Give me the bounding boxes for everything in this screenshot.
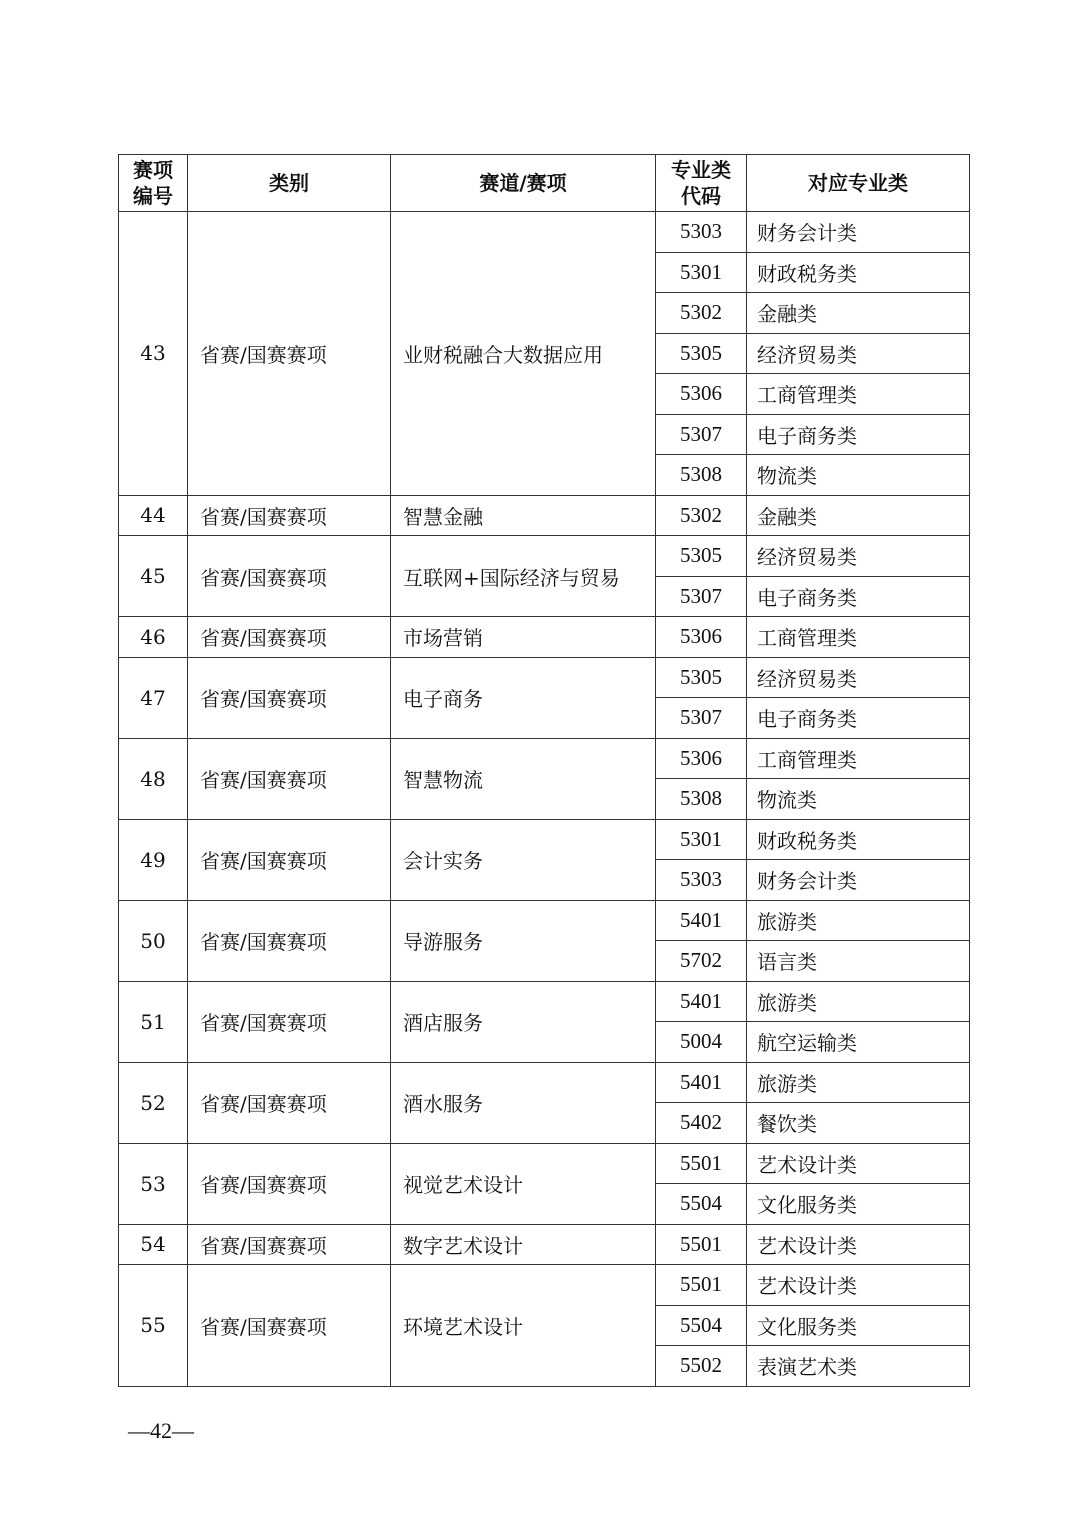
major-name: 语言类 bbox=[747, 941, 970, 982]
table-row bbox=[119, 1143, 970, 1184]
competition-category: 省赛/国赛赛项 bbox=[188, 1143, 391, 1224]
major-name: 艺术设计类 bbox=[747, 1143, 970, 1184]
competition-category: 省赛/国赛赛项 bbox=[188, 1062, 391, 1143]
competition-category: 省赛/国赛赛项 bbox=[188, 617, 391, 658]
competition-category: 省赛/国赛赛项 bbox=[188, 819, 391, 900]
major-name: 文化服务类 bbox=[747, 1184, 970, 1225]
major-code: 5306 bbox=[656, 738, 747, 779]
major-code: 5307 bbox=[656, 414, 747, 455]
competition-category: 省赛/国赛赛项 bbox=[188, 657, 391, 738]
competition-number: 44 bbox=[119, 495, 188, 536]
header-competition-number: 赛项 编号 bbox=[119, 155, 188, 212]
page-number: —42— bbox=[128, 1418, 194, 1443]
major-name: 电子商务类 bbox=[747, 698, 970, 739]
header-row bbox=[119, 155, 970, 212]
major-name: 金融类 bbox=[747, 495, 970, 536]
major-code: 5308 bbox=[656, 779, 747, 820]
major-code: 5307 bbox=[656, 576, 747, 617]
competition-category: 省赛/国赛赛项 bbox=[188, 900, 391, 981]
major-name: 艺术设计类 bbox=[747, 1265, 970, 1306]
competition-number: 43 bbox=[119, 212, 188, 496]
table-row bbox=[119, 1224, 970, 1265]
competition-track: 数字艺术设计 bbox=[391, 1224, 656, 1265]
table-row bbox=[119, 1062, 970, 1103]
competition-track: 智慧金融 bbox=[391, 495, 656, 536]
table-row bbox=[119, 738, 970, 779]
competition-track: 业财税融合大数据应用 bbox=[391, 212, 656, 496]
competition-category: 省赛/国赛赛项 bbox=[188, 738, 391, 819]
competition-track: 电子商务 bbox=[391, 657, 656, 738]
table-row bbox=[119, 900, 970, 941]
competition-number: 45 bbox=[119, 536, 188, 617]
competition-track: 互联网+国际经济与贸易 bbox=[391, 536, 656, 617]
competition-number: 50 bbox=[119, 900, 188, 981]
major-name: 财务会计类 bbox=[747, 212, 970, 253]
major-name: 工商管理类 bbox=[747, 617, 970, 658]
major-code: 5504 bbox=[656, 1184, 747, 1225]
major-name: 艺术设计类 bbox=[747, 1224, 970, 1265]
table-row bbox=[119, 1265, 970, 1306]
major-name: 旅游类 bbox=[747, 981, 970, 1022]
table-header bbox=[119, 155, 970, 212]
major-code: 5303 bbox=[656, 860, 747, 901]
competition-number: 46 bbox=[119, 617, 188, 658]
major-code: 5306 bbox=[656, 617, 747, 658]
competition-number: 48 bbox=[119, 738, 188, 819]
major-code: 5305 bbox=[656, 333, 747, 374]
major-code: 5305 bbox=[656, 536, 747, 577]
table-row bbox=[119, 981, 970, 1022]
major-name: 财政税务类 bbox=[747, 819, 970, 860]
major-code: 5303 bbox=[656, 212, 747, 253]
major-code: 5004 bbox=[656, 1022, 747, 1063]
major-code: 5305 bbox=[656, 657, 747, 698]
competition-category: 省赛/国赛赛项 bbox=[188, 536, 391, 617]
competition-track: 酒水服务 bbox=[391, 1062, 656, 1143]
competition-category: 省赛/国赛赛项 bbox=[188, 981, 391, 1062]
table-row bbox=[119, 617, 970, 658]
major-code: 5502 bbox=[656, 1346, 747, 1387]
table-row bbox=[119, 536, 970, 577]
header-major-code: 专业类 代码 bbox=[656, 155, 747, 212]
competition-track: 智慧物流 bbox=[391, 738, 656, 819]
table-body bbox=[119, 212, 970, 1387]
major-code: 5402 bbox=[656, 1103, 747, 1144]
major-code: 5301 bbox=[656, 819, 747, 860]
competition-category: 省赛/国赛赛项 bbox=[188, 212, 391, 496]
major-name: 餐饮类 bbox=[747, 1103, 970, 1144]
competition-category: 省赛/国赛赛项 bbox=[188, 1224, 391, 1265]
major-code: 5401 bbox=[656, 1062, 747, 1103]
major-name: 金融类 bbox=[747, 293, 970, 334]
table-row bbox=[119, 819, 970, 860]
major-name: 经济贸易类 bbox=[747, 657, 970, 698]
table-row bbox=[119, 212, 970, 253]
major-code: 5501 bbox=[656, 1143, 747, 1184]
major-code: 5301 bbox=[656, 252, 747, 293]
header-category: 类别 bbox=[188, 155, 391, 212]
major-name: 旅游类 bbox=[747, 1062, 970, 1103]
major-code: 5302 bbox=[656, 293, 747, 334]
major-name: 财政税务类 bbox=[747, 252, 970, 293]
major-code: 5401 bbox=[656, 900, 747, 941]
table-row bbox=[119, 657, 970, 698]
major-name: 航空运输类 bbox=[747, 1022, 970, 1063]
competition-number: 49 bbox=[119, 819, 188, 900]
competition-number: 51 bbox=[119, 981, 188, 1062]
competition-category: 省赛/国赛赛项 bbox=[188, 495, 391, 536]
competition-category: 省赛/国赛赛项 bbox=[188, 1265, 391, 1387]
major-code: 5302 bbox=[656, 495, 747, 536]
major-name: 经济贸易类 bbox=[747, 333, 970, 374]
major-name: 经济贸易类 bbox=[747, 536, 970, 577]
competition-number: 55 bbox=[119, 1265, 188, 1387]
major-code: 5501 bbox=[656, 1265, 747, 1306]
competition-number: 47 bbox=[119, 657, 188, 738]
competition-table bbox=[118, 154, 970, 1387]
major-name: 电子商务类 bbox=[747, 414, 970, 455]
major-code: 5308 bbox=[656, 455, 747, 496]
competition-number: 54 bbox=[119, 1224, 188, 1265]
competition-track: 酒店服务 bbox=[391, 981, 656, 1062]
competition-track: 视觉艺术设计 bbox=[391, 1143, 656, 1224]
major-name: 物流类 bbox=[747, 455, 970, 496]
header-major-name: 对应专业类 bbox=[747, 155, 970, 212]
major-code: 5702 bbox=[656, 941, 747, 982]
major-name: 财务会计类 bbox=[747, 860, 970, 901]
major-code: 5401 bbox=[656, 981, 747, 1022]
major-name: 工商管理类 bbox=[747, 738, 970, 779]
major-code: 5504 bbox=[656, 1305, 747, 1346]
major-code: 5501 bbox=[656, 1224, 747, 1265]
header-track: 赛道/赛项 bbox=[391, 155, 656, 212]
major-name: 电子商务类 bbox=[747, 576, 970, 617]
major-name: 文化服务类 bbox=[747, 1305, 970, 1346]
competition-number: 53 bbox=[119, 1143, 188, 1224]
competition-track: 会计实务 bbox=[391, 819, 656, 900]
major-code: 5306 bbox=[656, 374, 747, 415]
competition-track: 导游服务 bbox=[391, 900, 656, 981]
competition-track: 市场营销 bbox=[391, 617, 656, 658]
major-name: 表演艺术类 bbox=[747, 1346, 970, 1387]
major-code: 5307 bbox=[656, 698, 747, 739]
competition-number: 52 bbox=[119, 1062, 188, 1143]
major-name: 物流类 bbox=[747, 779, 970, 820]
major-name: 工商管理类 bbox=[747, 374, 970, 415]
competition-track: 环境艺术设计 bbox=[391, 1265, 656, 1387]
major-name: 旅游类 bbox=[747, 900, 970, 941]
table-row bbox=[119, 495, 970, 536]
